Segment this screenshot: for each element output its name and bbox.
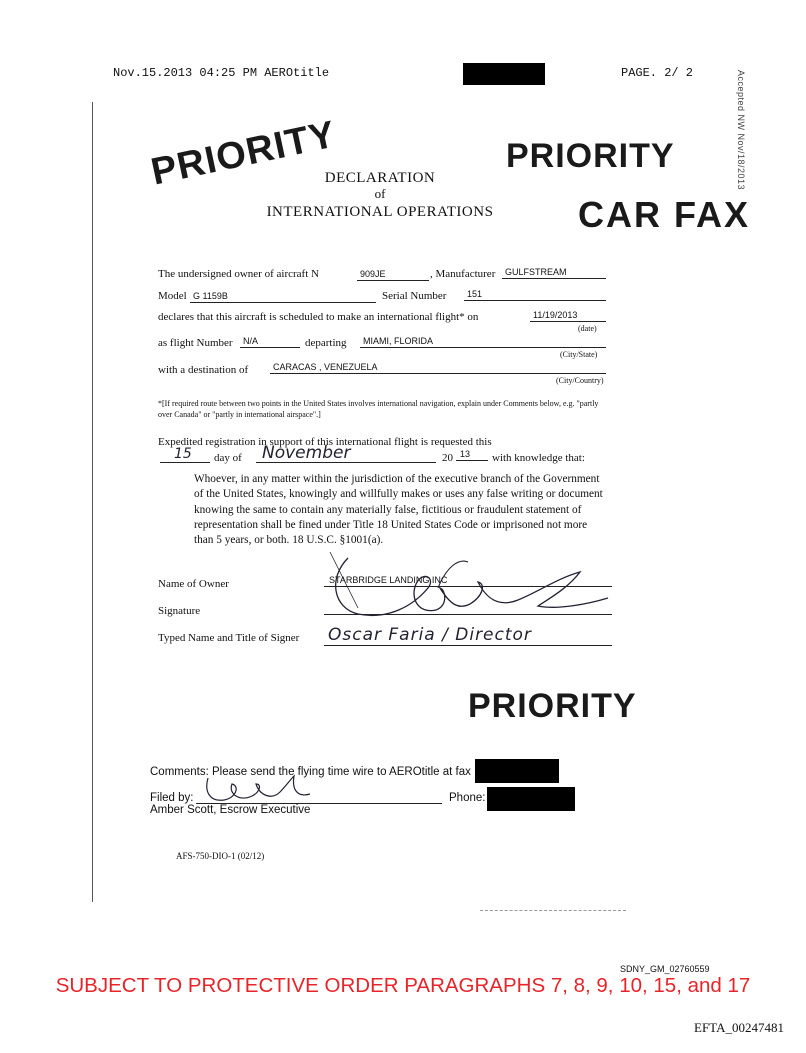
serial-value: 151 [467,289,483,299]
manufacturer-value: GULFSTREAM [505,267,567,277]
date-field [530,307,606,322]
owner-signature-scribble [318,548,618,624]
flight-label: as flight Number [158,337,233,349]
efta-number: EFTA_00247481 [694,1020,784,1035]
typed-name-value: Oscar Faria / Director [328,625,532,645]
month-field [256,443,436,463]
model-label: Model [158,290,187,302]
departing-label: departing [305,337,347,349]
priority-stamp-lower: PRIORITY [468,687,637,725]
departing-value: MIAMI, FLORIDA [363,336,434,346]
flight-number-field [240,333,300,348]
month-value: November [262,443,351,463]
owner-name-value: STARBRIDGE LANDING INC [329,575,448,585]
day-field [160,446,210,463]
signature-label: Signature [158,605,201,617]
destination-label: with a destination of [158,364,249,376]
date-value: 11/19/2013 [533,310,578,320]
redaction-box-header [463,63,545,85]
city-country-hint: (City/Country) [556,376,604,385]
redaction-box-fax [475,759,559,783]
n-number-field [357,266,429,281]
owner-name-label: Name of Owner [158,578,229,590]
declares-label: declares that this aircraft is scheduled to make an international flight* on [158,311,479,323]
manufacturer-field [502,264,606,279]
expedited-text: Expedited registration in support of this international flight is requested this [158,436,492,448]
model-field [190,288,376,303]
typed-name-label: Typed Name and Title of Signer [158,632,300,644]
typed-name-field [324,627,612,646]
route-footnote: *[If required route between two points in the United States involves international navigation, explain under Comments below, e.g. "partly over Canada" or "partly in international airspace".] [158,399,599,419]
n-number-value: 909JE [360,269,386,279]
destination-value: CARACAS , VENEZUELA [273,362,378,372]
year-value: 13 [460,449,471,459]
comments-text: Comments: Please send the flying time wire to AEROtitle at fax [150,766,471,778]
year-field [456,446,488,461]
title-line3: INTERNATIONAL OPERATIONS [266,204,494,220]
date-hint: (date) [578,324,597,333]
car-fax-stamp: CAR FAX [578,194,751,235]
filer-signature-scribble [200,772,320,808]
departing-field [360,333,606,348]
fax-header-datetime: Nov.15.2013 04:25 PM AEROtitle [113,66,330,80]
phone-label: Phone: [449,792,486,804]
accepted-stamp-text: Accepted NW Nov/18/2013 [736,70,746,191]
protective-order-notice: SUBJECT TO PROTECTIVE ORDER PARAGRAPHS 7, 8, 9, 10, 15, and 17 [55,974,751,997]
title-line1: DECLARATION [324,170,436,186]
form-code: AFS-750-DIO-1 (02/12) [176,851,265,861]
city-state-hint: (City/State) [560,350,598,359]
title-line2: of [374,186,386,201]
priority-stamp-right: PRIORITY [506,137,675,175]
fax-margin-line [92,102,93,902]
manufacturer-label: , Manufacturer [430,268,496,280]
false-statement-warning: Whoever, in any matter within the jurisdiction of the executive branch of the Government of the United States, knowingly and willfully makes or uses any false writing or document knowing the same to contain any materially false, fictitious or fraudulent statement of representation shall be fined under Title 18 United States Code or imprisoned not more than 5 years, or both. 18 U.S.C. §1001(a). [194,473,603,547]
knowledge-text: with knowledge that: [492,452,585,464]
redaction-box-phone [487,787,575,811]
day-of-label: day of [214,452,242,464]
filed-by-label: Filed by: [150,792,194,804]
owner-label: The undersigned owner of aircraft N [158,268,319,280]
fax-artifact-line [480,910,626,911]
model-value: G 1159B [193,291,228,301]
destination-field [270,359,606,374]
form-title [200,170,560,221]
flight-number-value: N/A [243,336,259,346]
serial-label: Serial Number [382,290,447,302]
day-value: 15 [174,446,192,462]
filer-name: Amber Scott, Escrow Executive [150,804,311,816]
serial-field [464,286,606,301]
fax-header-page: PAGE. 2/ 2 [621,66,694,80]
year-prefix: 20 [442,452,453,464]
priority-stamp-left: PRIORITY [147,113,340,194]
bates-number: SDNY_GM_02760559 [620,964,710,974]
